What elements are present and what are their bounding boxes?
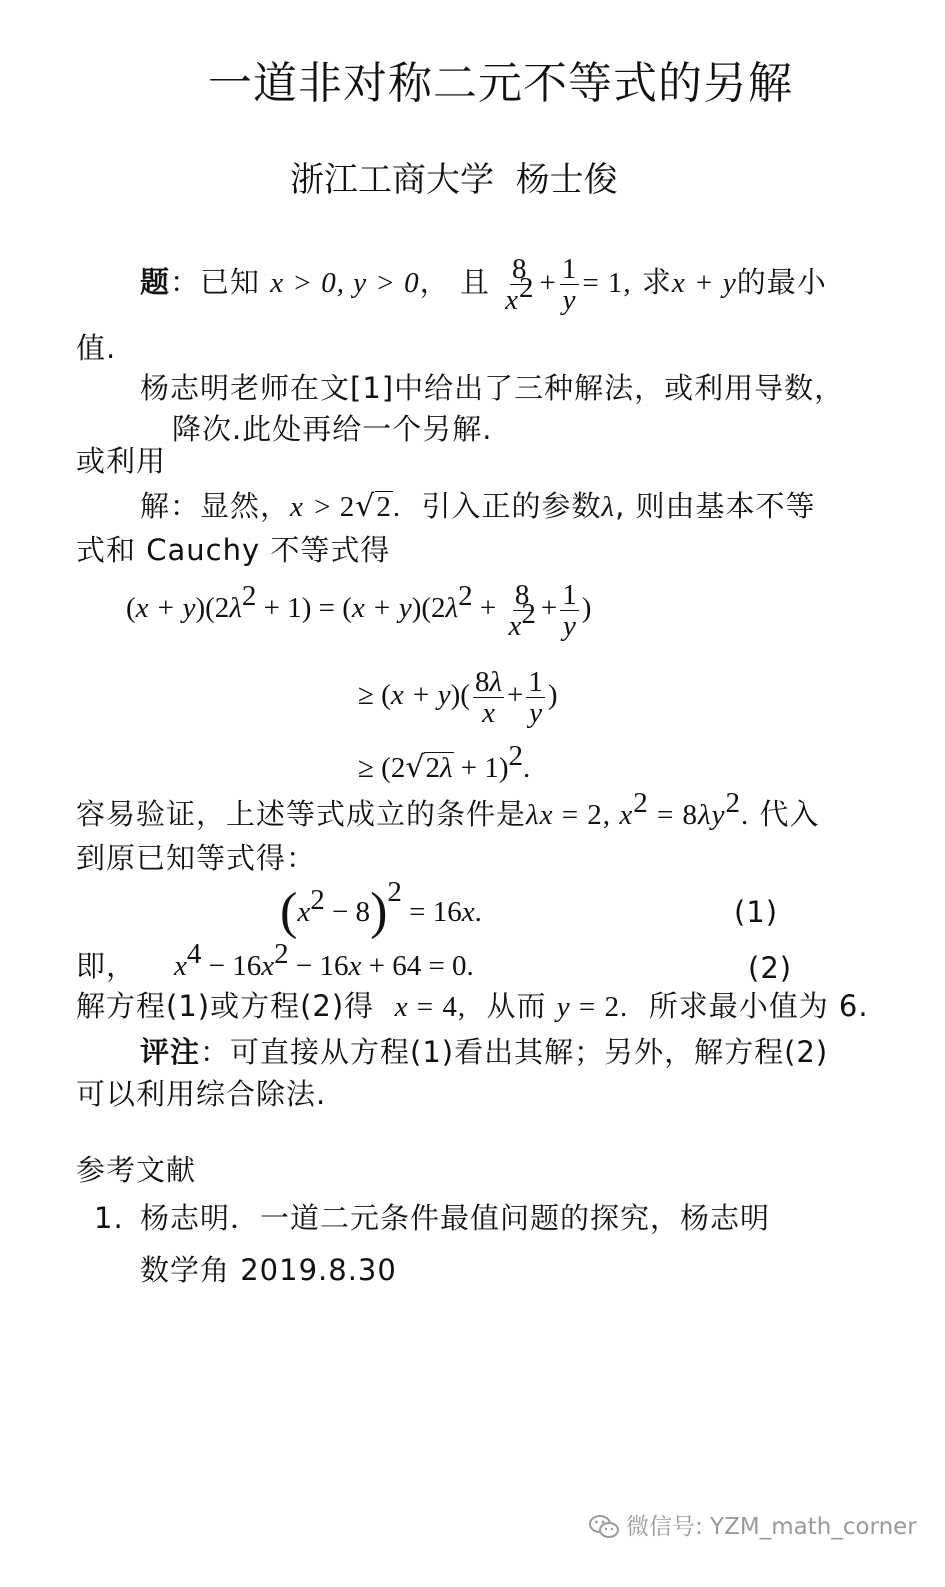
page-title: 一道非对称二元不等式的另解 bbox=[208, 58, 793, 109]
watermark-text: 微信号: YZM_math_corner bbox=[626, 1514, 917, 1540]
verify-line-2: 到原已知等式得： bbox=[76, 841, 317, 875]
derivation-line-2: ≥ (x + y)( $\frac{8\lambda}{x}$ + $\frac{1}{y}$ ) bbox=[358, 665, 558, 729]
equation-2-prefix: 即， bbox=[76, 949, 137, 983]
references-heading: 参考文献 bbox=[76, 1153, 197, 1187]
problem-target: x + y bbox=[671, 267, 737, 299]
fraction-8lambda-over-x: $\frac{8\lambda}{x}$ bbox=[474, 665, 503, 729]
problem-line-2: 值. bbox=[76, 331, 117, 365]
intro-line-1: 杨志明老师在文[1]中给出了三种解法，或利用导数， bbox=[140, 371, 845, 405]
problem-label: 题 bbox=[140, 265, 171, 299]
problem-condition: x > 0, y > 0 bbox=[270, 267, 420, 299]
derivation-line-3: ≥ $(2√2\lambda + 1)^2$. bbox=[358, 740, 531, 785]
fraction-1-over-y: $\frac{1}{y}$ bbox=[528, 665, 543, 729]
equation-2-number: (2) bbox=[748, 951, 793, 985]
solution-line-1: 解：显然，x > 2√2. 引入正的参数λ, 则由基本不等 bbox=[140, 489, 816, 524]
remark-label: 评注 bbox=[140, 1035, 201, 1069]
solution-line-2: 式和 Cauchy 不等式得 bbox=[76, 533, 391, 567]
equation-1: $(x^2 - 8)^2 = 16x$. bbox=[280, 876, 482, 940]
author-line: 浙江工商大学 杨士俊 bbox=[290, 160, 618, 200]
verify-line-1: 容易验证，上述等式成立的条件是λx = 2, $x^2 = 8\lambda y^2$. 代入 bbox=[76, 787, 820, 831]
remark-line-1: 评注：可直接从方程(1)看出其解；另外，解方程(2) bbox=[140, 1035, 829, 1069]
reference-item-number: 1. bbox=[94, 1201, 124, 1235]
equation-2: $x^4 - 16x^2 - 16x + 64 = 0$. bbox=[174, 938, 474, 982]
remark-line-2: 可以利用综合除法. bbox=[76, 1077, 327, 1111]
intro-line-2: 降次.此处再给一个另解. bbox=[172, 412, 493, 446]
fraction-8-over-x2: $\frac{8}{x^2}$ bbox=[505, 252, 535, 316]
problem-equation-tail: = 1, bbox=[582, 267, 632, 299]
reference-item-line-1: 杨志明．一道二元条件最值问题的探究，杨志明 bbox=[140, 1201, 771, 1235]
fraction-8-over-x2: $\frac{8}{x^2}$ bbox=[508, 578, 536, 642]
wechat-icon bbox=[588, 1513, 620, 1541]
problem-line: 题：已知 x > 0, y > 0， 且 $\frac{8}{x^2}$ + $\frac{1}{y}$ = 1, 求x + y的最小 bbox=[140, 252, 827, 316]
intro-line-3: 或利用 bbox=[76, 444, 167, 478]
equation-1-number: (1) bbox=[734, 895, 779, 929]
reference-item-line-2: 数学角 2019.8.30 bbox=[140, 1253, 397, 1287]
conclusion-line: 解方程(1)或方程(2)得 x = 4, 从而 y = 2. 所求最小值为 6. bbox=[76, 989, 869, 1023]
fraction-1-over-y: $\frac{1}{y}$ bbox=[561, 252, 578, 316]
watermark bbox=[588, 1512, 917, 1542]
fraction-1-over-y: $\frac{1}{y}$ bbox=[562, 578, 577, 642]
derivation-line-1: $(x + y)(2\lambda^2 + 1) = (x + y)(2\lambda^2$ + $\frac{8}{x^2}$ + $\frac{1}{y}$ ) bbox=[126, 578, 592, 642]
